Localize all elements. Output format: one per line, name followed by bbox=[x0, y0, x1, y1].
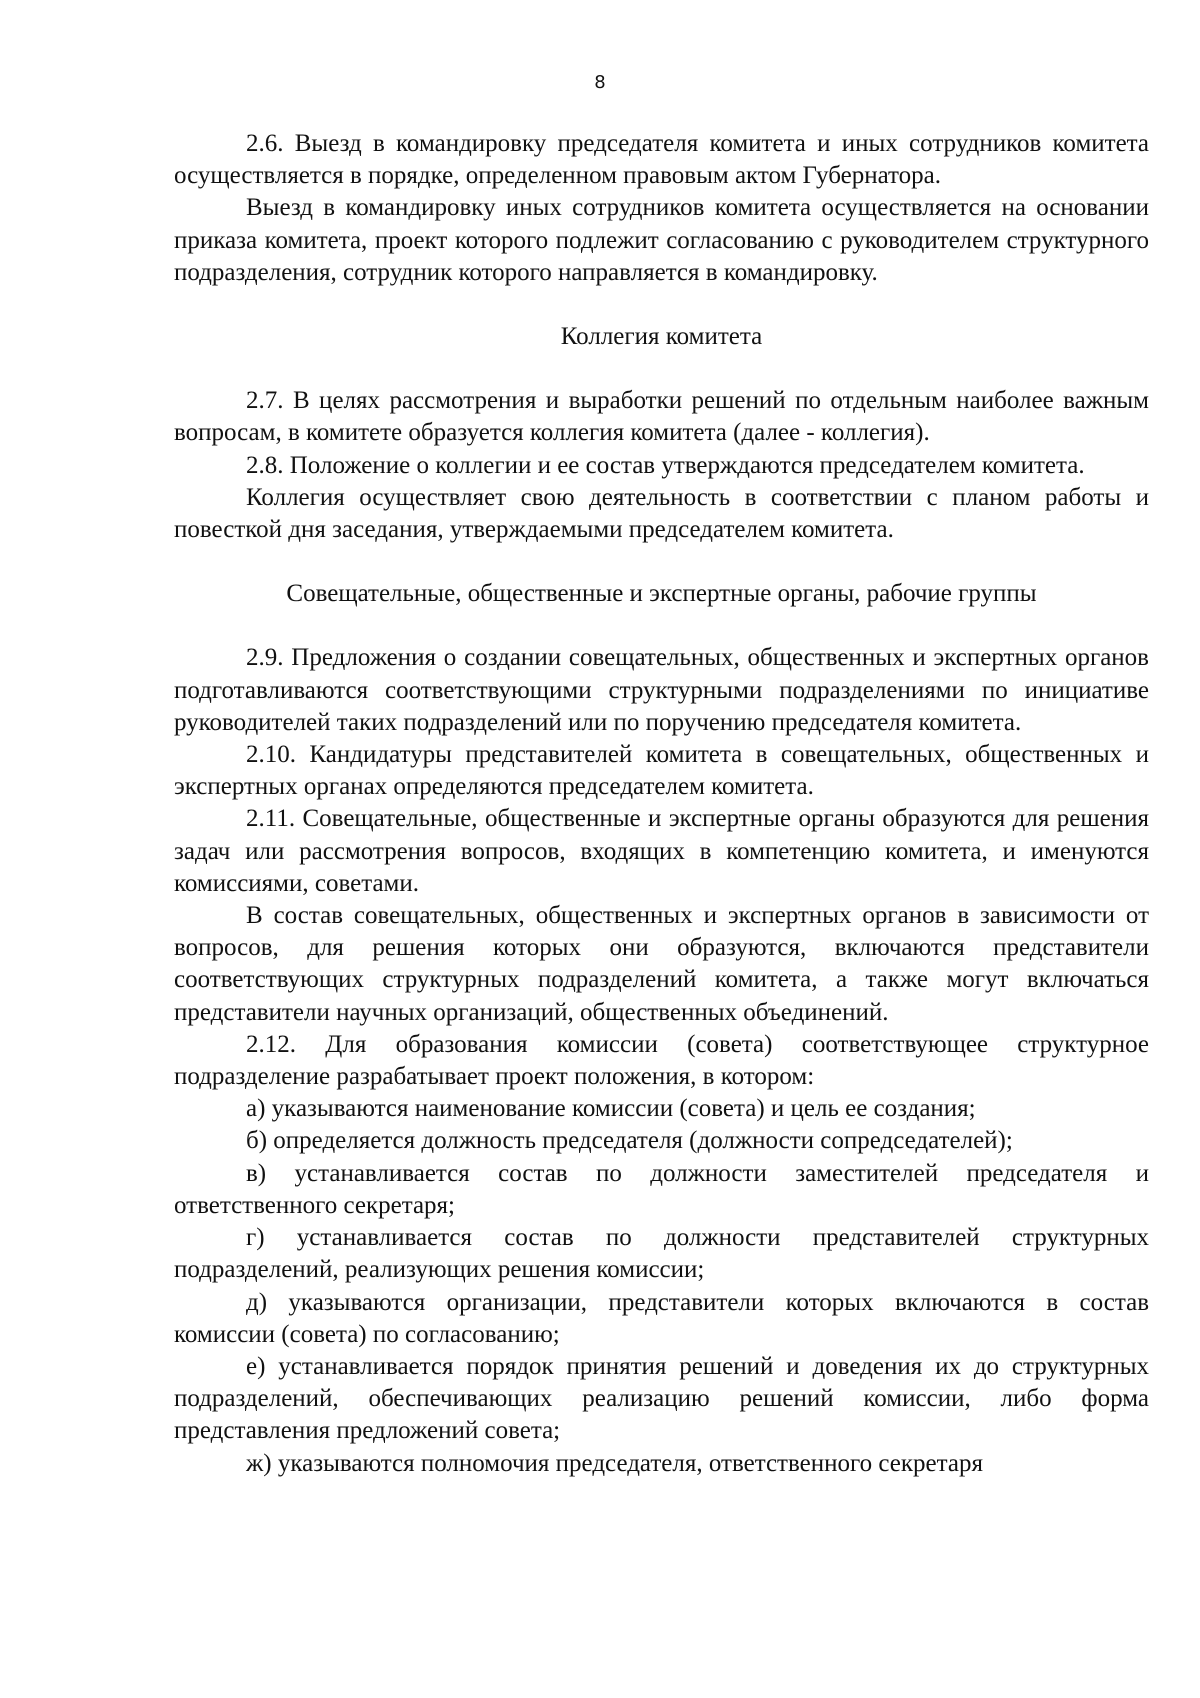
document-body bbox=[174, 128, 1149, 1480]
paragraph-2-6: 2.6. Выезд в командировку председателя комитета и иных сотрудников комитета осуществляется в порядке, определенном правовым актом Губернатора. bbox=[174, 130, 1149, 190]
paragraph-2-9: 2.9. Предложения о создании совещательных, общественных и экспертных органов подготавливаются соответствующими структурными подразделениями по инициативе руководителей таких подразделений или по поручению председателя комитета. bbox=[174, 644, 1149, 736]
list-item-d: д) указываются организации, представители которых включаются в состав комиссии (совета) по согласованию; bbox=[174, 1288, 1149, 1348]
list-item-e: е) устанавливается порядок принятия решений и доведения их до структурных подразделений, обеспечивающих реализацию решений комиссии, либо форма представления предложений совета; bbox=[174, 1352, 1149, 1445]
paragraph-2-11: 2.11. Совещательные, общественные и экспертные органы образуются для решения задач или рассмотрения вопросов, входящих в компетенцию комитета, и именуются комиссиями, советами. bbox=[174, 805, 1149, 897]
paragraph-composition: В состав совещательных, общественных и экспертных органов в зависимости от вопросов, для решения которых они образуются, включаются представители соответствующих структурных подразделений комитета, а также могут включаться представители научных организаций, общественных объединений. bbox=[174, 902, 1149, 1026]
section-heading-advisory-bodies: Совещательные, общественные и экспертные органы, рабочие группы bbox=[286, 580, 1037, 608]
paragraph-2-7: 2.7. В целях рассмотрения и выработки решений по отдельным наиболее важным вопросам, в комитете образуется коллегия комитета (далее - коллегия). bbox=[174, 387, 1149, 447]
paragraph-business-trip: Выезд в командировку иных сотрудников комитета осуществляется на основании приказа комитета, проект которого подлежит согласованию с руководителем структурного подразделения, сотрудник которого направляется в командировку. bbox=[174, 194, 1149, 286]
paragraph-2-12: 2.12. Для образования комиссии (совета) соответствующее структурное подразделение разрабатывает проект положения, в котором: bbox=[174, 1030, 1149, 1091]
page-number: 8 bbox=[594, 72, 606, 93]
list-item-a: а) указываются наименование комиссии (совета) и цель ее создания; bbox=[246, 1095, 976, 1123]
paragraph-collegium-activity: Коллегия осуществляет свою деятельность в соответствии с планом работы и повесткой дня заседания, утверждаемыми председателем комитета. bbox=[174, 483, 1149, 544]
list-item-g: г) устанавливается состав по должности представителей структурных подразделений, реализующих решения комиссии; bbox=[174, 1224, 1149, 1284]
paragraph-2-8: 2.8. Положение о коллегии и ее состав утверждаются председателем комитета. bbox=[246, 451, 1085, 479]
list-item-zh: ж) указываются полномочия председателя, ответственного секретаря bbox=[246, 1449, 983, 1477]
section-heading-collegium: Коллегия комитета bbox=[560, 323, 763, 351]
paragraph-2-10: 2.10. Кандидатуры представителей комитета в совещательных, общественных и экспертных органах определяются председателем комитета. bbox=[174, 741, 1149, 801]
list-item-v: в) устанавливается состав по должности заместителей председателя и ответственного секретаря; bbox=[174, 1159, 1149, 1219]
list-item-b: б) определяется должность председателя (должности сопредседателей); bbox=[246, 1127, 1013, 1155]
